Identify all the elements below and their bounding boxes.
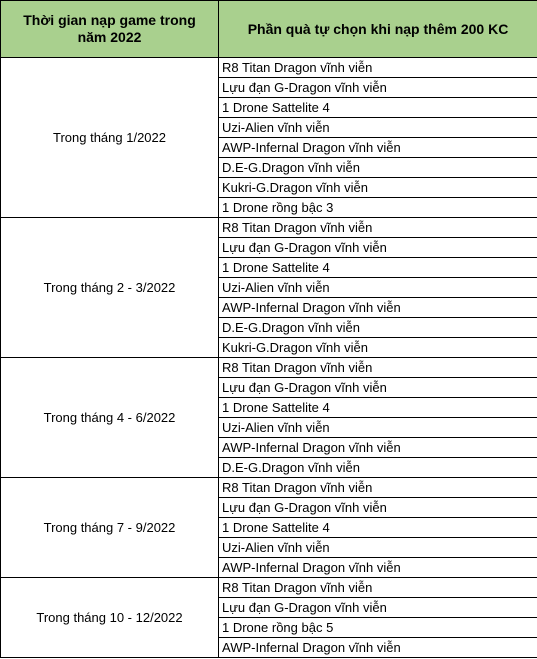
reward-item: 1 Drone Sattelite 4 bbox=[219, 258, 537, 278]
reward-item: Kukri-G.Dragon vĩnh viễn bbox=[219, 178, 537, 198]
period-cell: Trong tháng 2 - 3/2022 bbox=[1, 218, 219, 358]
header-row bbox=[1, 1, 537, 58]
reward-item: 1 Drone rồng bậc 3 bbox=[219, 198, 537, 218]
reward-item: 1 Drone Sattelite 4 bbox=[219, 518, 537, 538]
reward-item: 1 Drone rồng bậc 5 bbox=[219, 618, 537, 638]
reward-item: Uzi-Alien vĩnh viễn bbox=[219, 278, 537, 298]
reward-item: AWP-Infernal Dragon vĩnh viễn bbox=[219, 638, 537, 658]
period-cell: Trong tháng 1/2022 bbox=[1, 58, 219, 218]
reward-item: AWP-Infernal Dragon vĩnh viễn bbox=[219, 298, 537, 318]
table-row bbox=[1, 218, 537, 238]
reward-item: Lựu đạn G-Dragon vĩnh viễn bbox=[219, 598, 537, 618]
reward-item: Lựu đạn G-Dragon vĩnh viễn bbox=[219, 498, 537, 518]
reward-item: D.E-G.Dragon vĩnh viễn bbox=[219, 318, 537, 338]
header-period: Thời gian nạp game trong năm 2022 bbox=[1, 1, 219, 58]
reward-item: Kukri-G.Dragon vĩnh viễn bbox=[219, 338, 537, 358]
table-body bbox=[1, 58, 537, 658]
reward-item: Uzi-Alien vĩnh viễn bbox=[219, 118, 537, 138]
reward-item: Uzi-Alien vĩnh viễn bbox=[219, 538, 537, 558]
reward-item: R8 Titan Dragon vĩnh viễn bbox=[219, 58, 537, 78]
table-row bbox=[1, 478, 537, 498]
period-cell: Trong tháng 4 - 6/2022 bbox=[1, 358, 219, 478]
reward-item: AWP-Infernal Dragon vĩnh viễn bbox=[219, 558, 537, 578]
reward-item: Lựu đạn G-Dragon vĩnh viễn bbox=[219, 238, 537, 258]
header-rewards: Phần quà tự chọn khi nạp thêm 200 KC bbox=[219, 1, 537, 58]
reward-item: R8 Titan Dragon vĩnh viễn bbox=[219, 218, 537, 238]
reward-item: D.E-G.Dragon vĩnh viễn bbox=[219, 158, 537, 178]
period-cell: Trong tháng 7 - 9/2022 bbox=[1, 478, 219, 578]
table-row bbox=[1, 578, 537, 598]
reward-item: Lựu đạn G-Dragon vĩnh viễn bbox=[219, 378, 537, 398]
reward-item: 1 Drone Sattelite 4 bbox=[219, 98, 537, 118]
period-cell: Trong tháng 10 - 12/2022 bbox=[1, 578, 219, 658]
reward-item: R8 Titan Dragon vĩnh viễn bbox=[219, 478, 537, 498]
reward-item: AWP-Infernal Dragon vĩnh viễn bbox=[219, 438, 537, 458]
reward-item: R8 Titan Dragon vĩnh viễn bbox=[219, 578, 537, 598]
reward-item: Lựu đạn G-Dragon vĩnh viễn bbox=[219, 78, 537, 98]
reward-item: D.E-G.Dragon vĩnh viễn bbox=[219, 458, 537, 478]
table-row bbox=[1, 358, 537, 378]
reward-item: R8 Titan Dragon vĩnh viễn bbox=[219, 358, 537, 378]
reward-item: Uzi-Alien vĩnh viễn bbox=[219, 418, 537, 438]
reward-item: 1 Drone Sattelite 4 bbox=[219, 398, 537, 418]
table-row bbox=[1, 58, 537, 78]
reward-item: AWP-Infernal Dragon vĩnh viễn bbox=[219, 138, 537, 158]
